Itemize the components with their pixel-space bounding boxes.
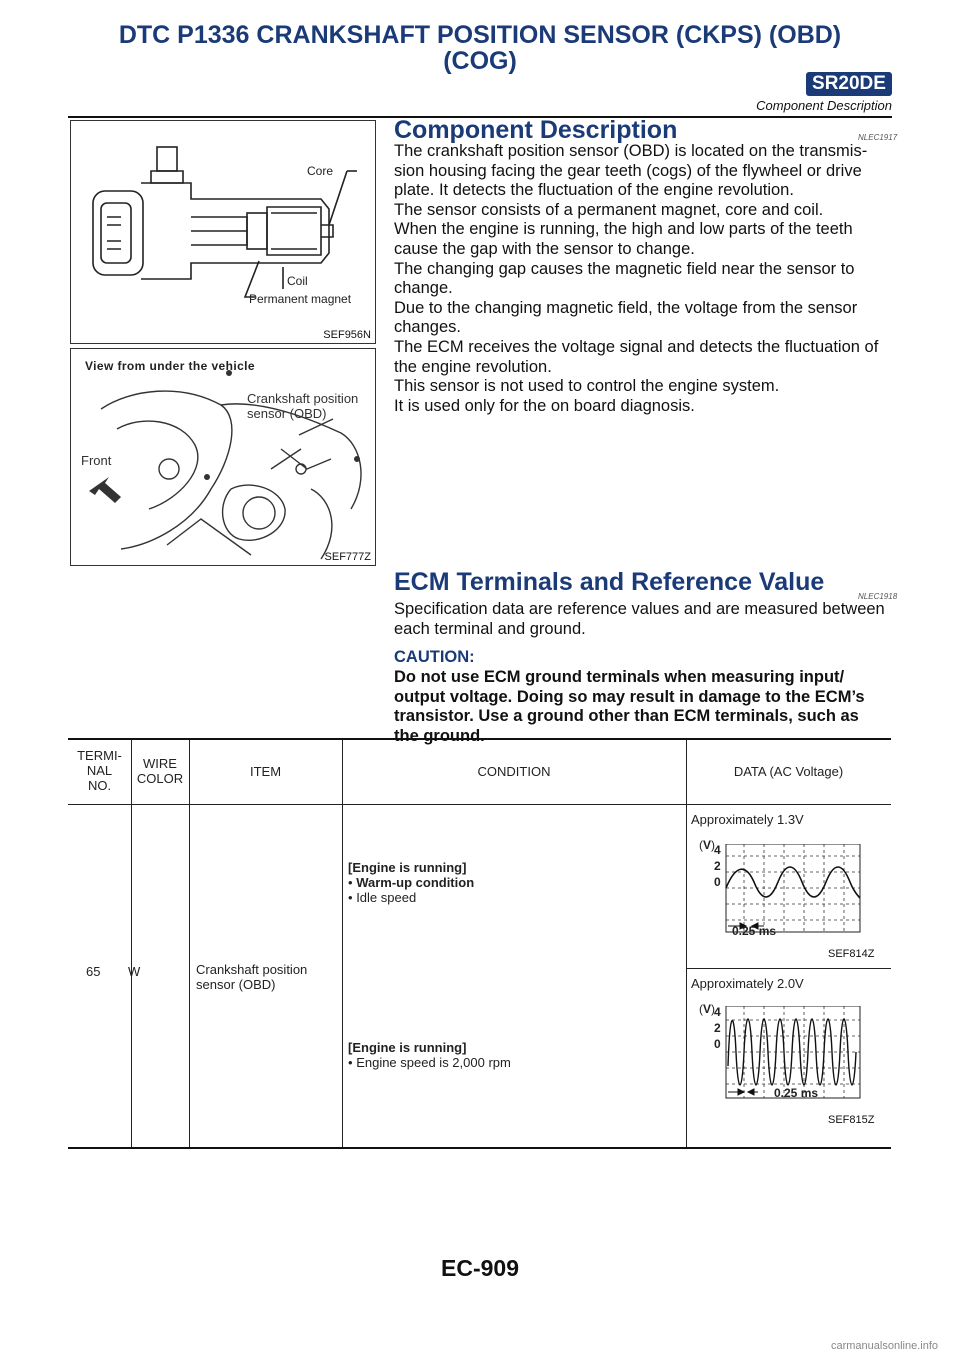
figure-label: SEF777Z (324, 551, 371, 563)
title-line-2: (COG) (443, 47, 517, 75)
page-title (20, 22, 940, 74)
section-subtitle: Component Description (756, 98, 892, 113)
callout-core: Core (307, 164, 334, 178)
row1-condition: [Engine is running] • Warm-up condition • Idle speed (348, 860, 475, 905)
header-data: DATA (AC Voltage) (733, 764, 844, 779)
sensor-location-figure (70, 348, 376, 566)
section-code: NLEC1917 (858, 133, 898, 142)
row2-tick-2: 2 (714, 1021, 721, 1035)
header-terminal: TERMI- NAL NO. (77, 748, 122, 793)
header-separator (68, 804, 891, 805)
watermark: carmanualsonline.info (830, 1340, 938, 1352)
sensor-drawing (71, 121, 377, 345)
page-number: EC-909 (441, 1255, 519, 1281)
row2-tick-0: 0 (714, 1037, 721, 1051)
row1-figure-label: SEF814Z (828, 948, 875, 960)
title-line-1: DTC P1336 CRANKSHAFT POSITION SENSOR (CKPS) (OBD) (118, 21, 842, 49)
component-description-heading: Component Description (394, 116, 678, 144)
view-caption: View from under the vehicle (85, 359, 255, 373)
caution-label: CAUTION: (394, 648, 475, 666)
header-item: ITEM (249, 764, 282, 779)
callout-crankshaft-sensor: Crankshaft position sensor (OBD) (247, 391, 359, 421)
row1-tick-2: 2 (714, 859, 721, 873)
ecm-terminals-heading: ECM Terminals and Reference Value (394, 568, 825, 596)
row1-tick-4: 4 (714, 843, 721, 857)
figure-label: SEF956N (323, 329, 371, 341)
row1-scope-unit: (V) (699, 838, 716, 852)
callout-front: Front (81, 453, 112, 468)
callout-coil: Coil (287, 274, 308, 288)
callout-permanent-magnet: Permanent magnet (249, 292, 352, 306)
row2-tick-4: 4 (714, 1005, 721, 1019)
row-separator (686, 968, 891, 969)
wire-color: W (128, 964, 141, 979)
caution-text: Do not use ECM ground terminals when measuring input/ output voltage. Doing so may result in damage to the ECM’s transistor. Use a ground other than ECM terminals, such as the ground. (394, 668, 865, 745)
section-code: NLEC1918 (858, 592, 898, 601)
header-condition: CONDITION (477, 764, 551, 779)
row2-scope-unit: (V) (699, 1002, 716, 1016)
row2-time-label: 0.25 ms (774, 1086, 819, 1100)
ecm-terminal-table (68, 738, 891, 1149)
component-description-text: The crankshaft position sensor (OBD) is located on the transmis- sion housing facing the gear teeth (cogs) of the flywheel or drive plate. It detects the fluctuation of the engine revolution. The sensor consists of a permanent magnet, core and coil. When the engine is running, the high and low parts of the teeth cause the gap with the sensor to change. The changing gap causes the magnetic field near the sensor to change. Due to the changing magnetic field, the voltage from the sensor changes. The ECM receives the voltage signal and detects the fluctuation of the engine revolution. This sensor is not used to control the engine system. It is used only for the on board diagnosis. (394, 142, 879, 415)
row1-data-text: Approximately 1.3V (691, 812, 804, 827)
engine-badge: SR20DE (806, 72, 892, 96)
item-name: Crankshaft position sensor (OBD) (196, 962, 308, 992)
row2-figure-label: SEF815Z (828, 1114, 875, 1126)
row1-time-label: 0.25 ms (732, 924, 777, 938)
engine-underside-drawing (71, 349, 377, 567)
header-wire-color: WIRE COLOR (136, 756, 184, 786)
terminal-number: 65 (86, 964, 101, 979)
row2-data-text: Approximately 2.0V (691, 976, 804, 991)
row1-tick-0: 0 (714, 875, 721, 889)
row2-condition: [Engine is running] • Engine speed is 2,000 rpm (348, 1040, 511, 1070)
sensor-cross-section-figure (70, 120, 376, 344)
spec-note: Specification data are reference values and are measured between each terminal and ground. (394, 600, 885, 638)
